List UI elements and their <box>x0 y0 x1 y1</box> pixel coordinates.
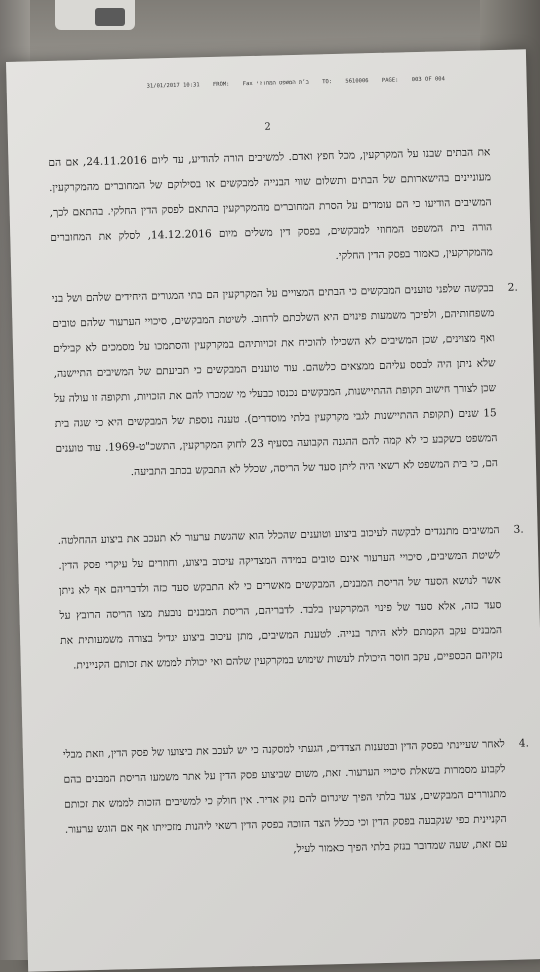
paragraph-number: .3 <box>513 523 524 536</box>
fax-from-value: Fax ב׳ת המשפט המחוזי <box>242 79 309 88</box>
fax-page-label: PAGE: <box>381 77 399 84</box>
paragraph-text: לאחר שעיינתי בפסק הדין ובטענות הצדדים, הגעתי למסקנה כי יש לעכב את ביצועו של פסק הדין, וזאת מבלי לקבוע מסמרות בשאלת סיכויי הערעור. זאת, משום שביצוע פסק הדין על אתר משמעו הריסת המבנים בהם מתגוררים המבקשים, צעד בלתי הפיך שיגרום להם נזק אדיר. אין חולק כי למשיבים הזכות לממש את זכותם הקניינית כפי שנקבעה בפסק הדין וכי ככלל הצד הזוכה בפסק הדין רשאי ליהנות מזכייתו אף אם הוגש ערעור. עם זאת, שעה שמדובר בנזק בלתי הפיך כאמור לעיל, <box>62 738 508 856</box>
paragraph-number: .2 <box>507 281 518 294</box>
page-number: 2 <box>264 121 271 133</box>
fax-to-label: TO: <box>322 79 333 86</box>
paragraph-text: המשיבים מתנגדים לבקשה לעיכוב ביצוע וטוענים שהכלל הוא שהגשת ערעור לא תעכב את ביצוע ההחלטה. לשיטת המשיבים, סיכויי הערעור אינם טובים במידה המצדיקה עיכוב ביצוע, וחוזרים על עיקרי פסק הדין. אשר לנושא הסעד של הריסת המבנים, המבקשים מאשרים כי לא התבקש סעד כזה ולדבריהם אף לא ניתן סעד כזה, אלא סעד של פינוי המקרקעין בלבד. לדבריהם, הריסת המבנים נובעת מצו הריסה הרובץ על המבנים עקב הקמתם ללא היתר בנייה. לטענת המשיבים, מתן עיכוב ביצוע יגדיל בצורה משמעותית את נזקיהם הכספיים, עקב חוסר היכולת לעשות שימוש במקרקעין שלהם ואי יכולת לממש את זכותם הקניינית. <box>57 524 503 672</box>
desk-object-dark <box>95 8 125 26</box>
paragraph-text: את הבתים שבנו על המקרקעין, מכל חפץ ואדם. למשיבים הורה להודיע, עד ליום 24.11.2016, אם הם מעוניינים בהישארותם של הבתים ותשלום שווי הבנייה למבקשים או בסילוקם של המחוברים מהמקרקעין. המשיבים הודיעו כי הם עומדים על הסרת המחוברים מהמקרקעין בהתאם לפסק הדין החלקי. בהתאם לכך, הורה בית המשפט המחוזי למבקשים, בפסק דין משלים מיום 14.12.2016, לסלק את המחוברים מהמקרקעין, כאמור בפסק הדין החלקי. <box>48 146 493 263</box>
fax-page-value: 003 OF 004 <box>411 76 445 84</box>
document-page <box>6 49 540 971</box>
fax-to-value: 5610006 <box>345 78 369 85</box>
paragraph-3 <box>57 518 524 679</box>
fax-date-time: 31/01/2017 10:31 <box>146 82 200 90</box>
fax-header <box>147 75 447 89</box>
paragraph-4 <box>62 732 530 868</box>
fax-from-label: FROM: <box>212 81 230 88</box>
paragraph-continuation <box>48 140 493 276</box>
paragraph-2 <box>51 276 518 487</box>
paragraph-number: .4 <box>518 737 530 750</box>
paragraph-text: בבקשה שלפני טוענים המבקשים כי הבתים המצויים על המקרקעין הם בתי המגורים היחידים שלהם ושל בני משפחותיהם, ולפיכך משמעות פינוים היא השלכתם לרחוב. לשיטת המבקשים, סיכויי הערעור שלהם טובים ואף מצוינים, שכן המשיבים לא השכילו להוכיח את זכויותיהם במקרקעין והסתמכו על מסמכים לא קבילים שלא ניתן היה לבסס עליהם ממצאים כלשהם. עוד טוענים המבקשים כי תביעתם של המשיבים התיישנה, שכן לצורך חישוב תקופת ההתיישנות, המבקשים נכנסו כבעלי מי שמכרו להם את הזכויות, ותקופה זו עולה על 15 שנים (תקופת ההתיישנות לגבי מקרקעין בלתי מוסדרים). טענה נוספת של המבקשים היא כי שגה בית המשפט כשקבע כי לא קמה להם ההגנה הקבועה בסעיף 23 לחוק המקרקעין, התשכ"ט-1969. עוד טוענים הם, כי בית המשפט לא רשאי היה ליתן סעד של הריסה, שכלל לא התבקש בכתב התביעה. <box>51 282 499 479</box>
